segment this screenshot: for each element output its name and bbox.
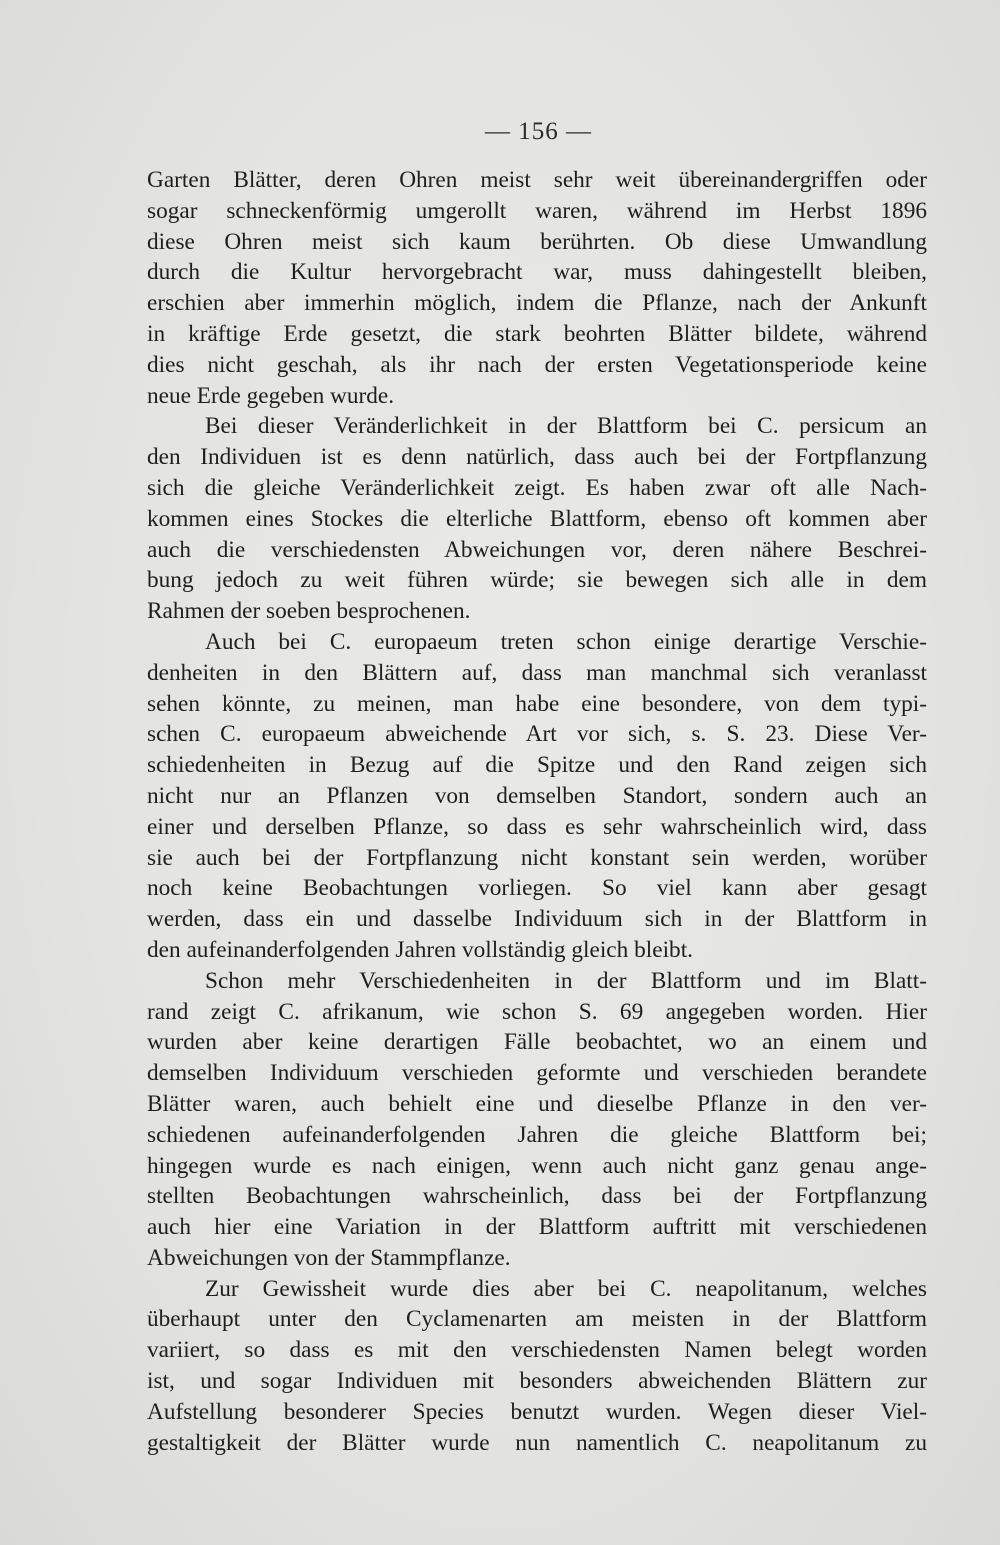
text-line: variiert, so dass es mit den verschiedensten Namen belegt worden xyxy=(147,1337,927,1364)
text-line: neue Erde gegeben wurde. xyxy=(147,382,395,409)
text-line: Garten Blätter, deren Ohren meist sehr weit übereinandergriffen oder xyxy=(147,167,927,193)
text-line: dies nicht geschah, als ihr nach der ersten Vegetationsperiode keine xyxy=(147,351,927,378)
text-line: diese Ohren meist sich kaum berührten. Ob diese Umwandlung xyxy=(147,228,927,255)
text-line: einer und derselben Pflanze, so dass es sehr wahrscheinlich wird, dass xyxy=(147,813,927,840)
text-line: Rahmen der soeben besprochenen. xyxy=(147,598,471,625)
text-line: schiedenen aufeinanderfolgenden Jahren die gleiche Blattform bei; xyxy=(147,1121,927,1148)
text-line: durch die Kultur hervorgebracht war, muss dahingestellt bleiben, xyxy=(147,259,927,286)
text-line: denheiten in den Blättern auf, dass man manchmal sich veranlasst xyxy=(147,659,927,686)
text-line: auch hier eine Variation in der Blattform auftritt mit verschiedenen xyxy=(147,1214,927,1241)
text-line: Zur Gewissheit wurde dies aber bei C. neapolitanum, welches xyxy=(205,1275,927,1302)
text-line: demselben Individuum verschieden geformte und verschieden berandete xyxy=(147,1060,927,1087)
text-line: überhaupt unter den Cyclamenarten am meisten in der Blattform xyxy=(147,1306,927,1333)
text-line: wurden aber keine derartigen Fälle beobachtet, wo an einem und xyxy=(147,1029,927,1056)
text-line: sich die gleiche Veränderlichkeit zeigt. Es haben zwar oft alle Nach- xyxy=(147,474,927,501)
text-line: sehen könnte, zu meinen, man habe eine besondere, von dem typi- xyxy=(147,690,927,717)
text-line: Abweichungen von der Stammpflanze. xyxy=(147,1244,511,1271)
body-text xyxy=(147,165,927,1458)
text-line: erschien aber immerhin möglich, indem die Pflanze, nach der Ankunft xyxy=(147,290,927,317)
text-line: Blätter waren, auch behielt eine und dieselbe Pflanze in den ver- xyxy=(147,1090,927,1117)
text-line: bung jedoch zu weit führen würde; sie bewegen sich alle in dem xyxy=(147,567,927,594)
text-line: in kräftige Erde gesetzt, die stark beohrten Blätter bildete, während xyxy=(147,320,927,347)
text-line: rand zeigt C. afrikanum, wie schon S. 69 angegeben worden. Hier xyxy=(147,998,927,1025)
text-line: nicht nur an Pflanzen von demselben Standort, sondern auch an xyxy=(147,782,927,809)
text-line: den Individuen ist es denn natürlich, dass auch bei der Fortpflanzung xyxy=(147,444,927,471)
text-line: Auch bei C. europaeum treten schon einige derartige Verschie- xyxy=(205,628,927,655)
text-line: stellten Beobachtungen wahrscheinlich, dass bei der Fortpflanzung xyxy=(147,1183,927,1210)
text-line: Aufstellung besonderer Species benutzt wurden. Wegen dieser Viel- xyxy=(147,1398,927,1425)
text-line: den aufeinanderfolgenden Jahren vollständig gleich bleibt. xyxy=(147,936,693,963)
text-line: ist, und sogar Individuen mit besonders abweichenden Blättern zur xyxy=(147,1368,927,1395)
text-line: werden, dass ein und dasselbe Individuum sich in der Blattform in xyxy=(147,906,927,933)
text-line: kommen eines Stockes die elterliche Blattform, ebenso oft kommen aber xyxy=(147,505,927,532)
text-line: schiedenheiten in Bezug auf die Spitze und den Rand zeigen sich xyxy=(147,752,927,779)
text-line: sogar schneckenförmig umgerollt waren, während im Herbst 1896 xyxy=(147,197,927,224)
text-line: Bei dieser Veränderlichkeit in der Blattform bei C. persicum an xyxy=(205,413,927,440)
text-line: hingegen wurde es nach einigen, wenn auch nicht ganz genau ange- xyxy=(147,1152,927,1179)
text-line: auch die verschiedensten Abweichungen vor, deren nähere Beschrei- xyxy=(147,536,927,563)
text-line: noch keine Beobachtungen vorliegen. So viel kann aber gesagt xyxy=(147,875,927,902)
text-line: schen C. europaeum abweichende Art vor sich, s. S. 23. Diese Ver- xyxy=(147,721,927,748)
text-line: sie auch bei der Fortpflanzung nicht konstant sein werden, worüber xyxy=(147,844,927,871)
page-number: — 156 — xyxy=(485,118,592,145)
text-line: gestaltigkeit der Blätter wurde nun namentlich C. neapolitanum zu xyxy=(147,1429,927,1456)
text-line: Schon mehr Verschiedenheiten in der Blattform und im Blatt- xyxy=(205,967,927,994)
